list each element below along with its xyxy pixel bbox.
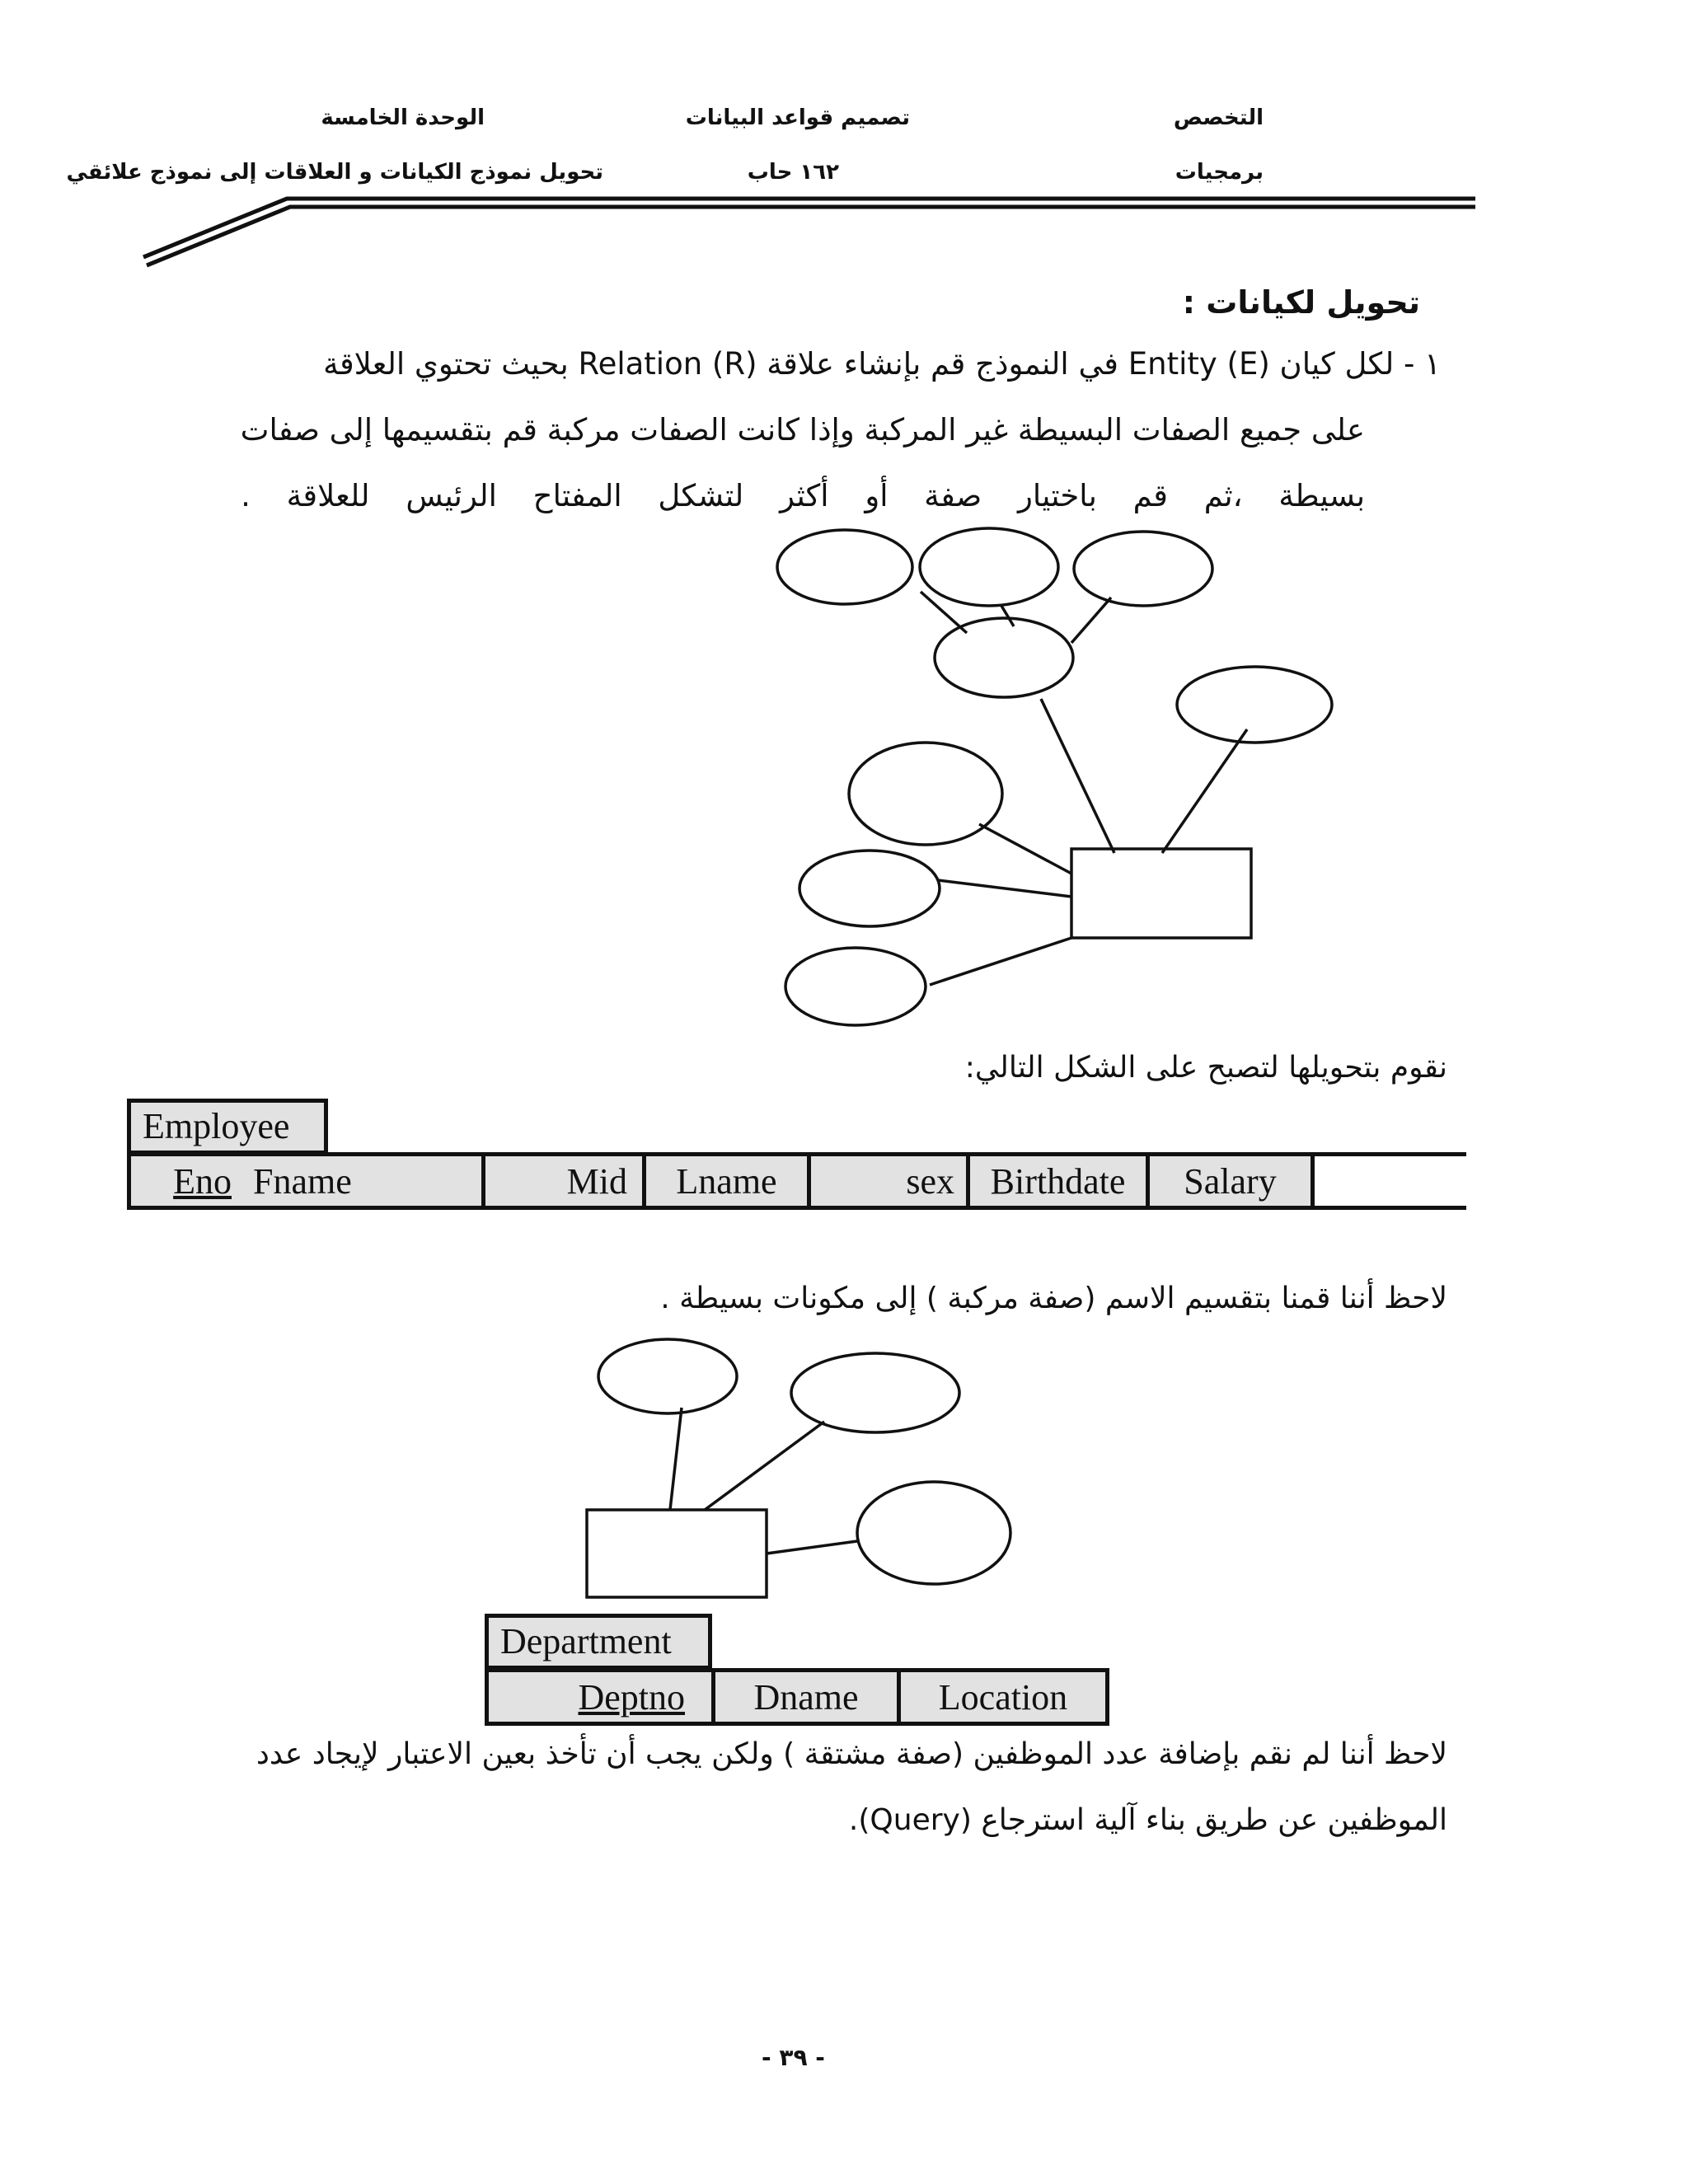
header-specialty-value: برمجيات — [1175, 160, 1264, 185]
column-mid: Mid — [485, 1156, 646, 1206]
header-specialty-label: التخصص — [1173, 105, 1264, 130]
note-derived-line-2: الموظفين عن طريق بناء آلية استرجاع (Query). — [848, 1803, 1447, 1837]
column-location: Location — [901, 1672, 1105, 1722]
connector-line — [705, 1422, 824, 1510]
column-birthdate: Birthdate — [970, 1156, 1150, 1206]
department-table-row — [485, 1668, 1109, 1726]
header-course-code: ١٦٢ حاب — [747, 160, 839, 185]
attribute-ellipse — [598, 1339, 737, 1413]
header-course-title: تصميم قواعد البيانات — [685, 105, 910, 130]
note-composite-attribute: لاحظ أننا قمنا بتقسيم الاسم (صفة مركبة ) إلى مكونات بسيطة . — [660, 1282, 1447, 1315]
header-unit-label: الوحدة الخامسة — [321, 105, 485, 130]
page-number: - ٣٩ - — [762, 2044, 825, 2071]
connector-line — [767, 1541, 857, 1554]
column-eno: Eno — [131, 1156, 251, 1206]
connector-line — [670, 1408, 682, 1510]
column-salary: Salary — [1150, 1156, 1315, 1206]
department-table-title: Department — [485, 1614, 712, 1670]
column-lname: Lname — [646, 1156, 811, 1206]
derived-attribute-ellipse — [857, 1482, 1010, 1584]
paragraph-line-1: ١ - لكل كيان Entity (E) في النموذج قم بإنشاء علاقة Relation (R) بحيث تحتوي العلاقة — [323, 346, 1441, 382]
paragraph-line-2: على جميع الصفات البسيطة غير المركبة وإذا كانت الصفات مركبة قم بتقسيمها إلى صفات — [240, 412, 1365, 448]
column-fname: Fname — [246, 1156, 485, 1206]
column-sex: sex — [811, 1156, 970, 1206]
entity-rectangle — [587, 1510, 767, 1597]
column-deptno: Deptno — [489, 1672, 715, 1722]
attribute-ellipse — [791, 1353, 959, 1432]
header-unit-title: تحويل نموذج الكيانات و العلاقات إلى نموذج علائقي — [66, 160, 603, 185]
note-derived-line-1: لاحظ أننا لم نقم بإضافة عدد الموظفين (صفة مشتقة ) ولكن يجب أن تأخذ بعين الاعتبار لإيجاد عدد — [256, 1737, 1447, 1771]
column-dname: Dname — [715, 1672, 901, 1722]
transform-note: نقوم بتحويلها لتصبح على الشكل التالي: — [964, 1051, 1447, 1085]
paragraph-line-3: بسيطة ،ثم قم باختيار صفة أو أكثر لتشكل المفتاح الرئيس للعلاقة . — [241, 478, 1365, 513]
employee-table-title: Employee — [127, 1099, 328, 1155]
section-heading: تحويل لكيانات : — [1182, 284, 1420, 321]
